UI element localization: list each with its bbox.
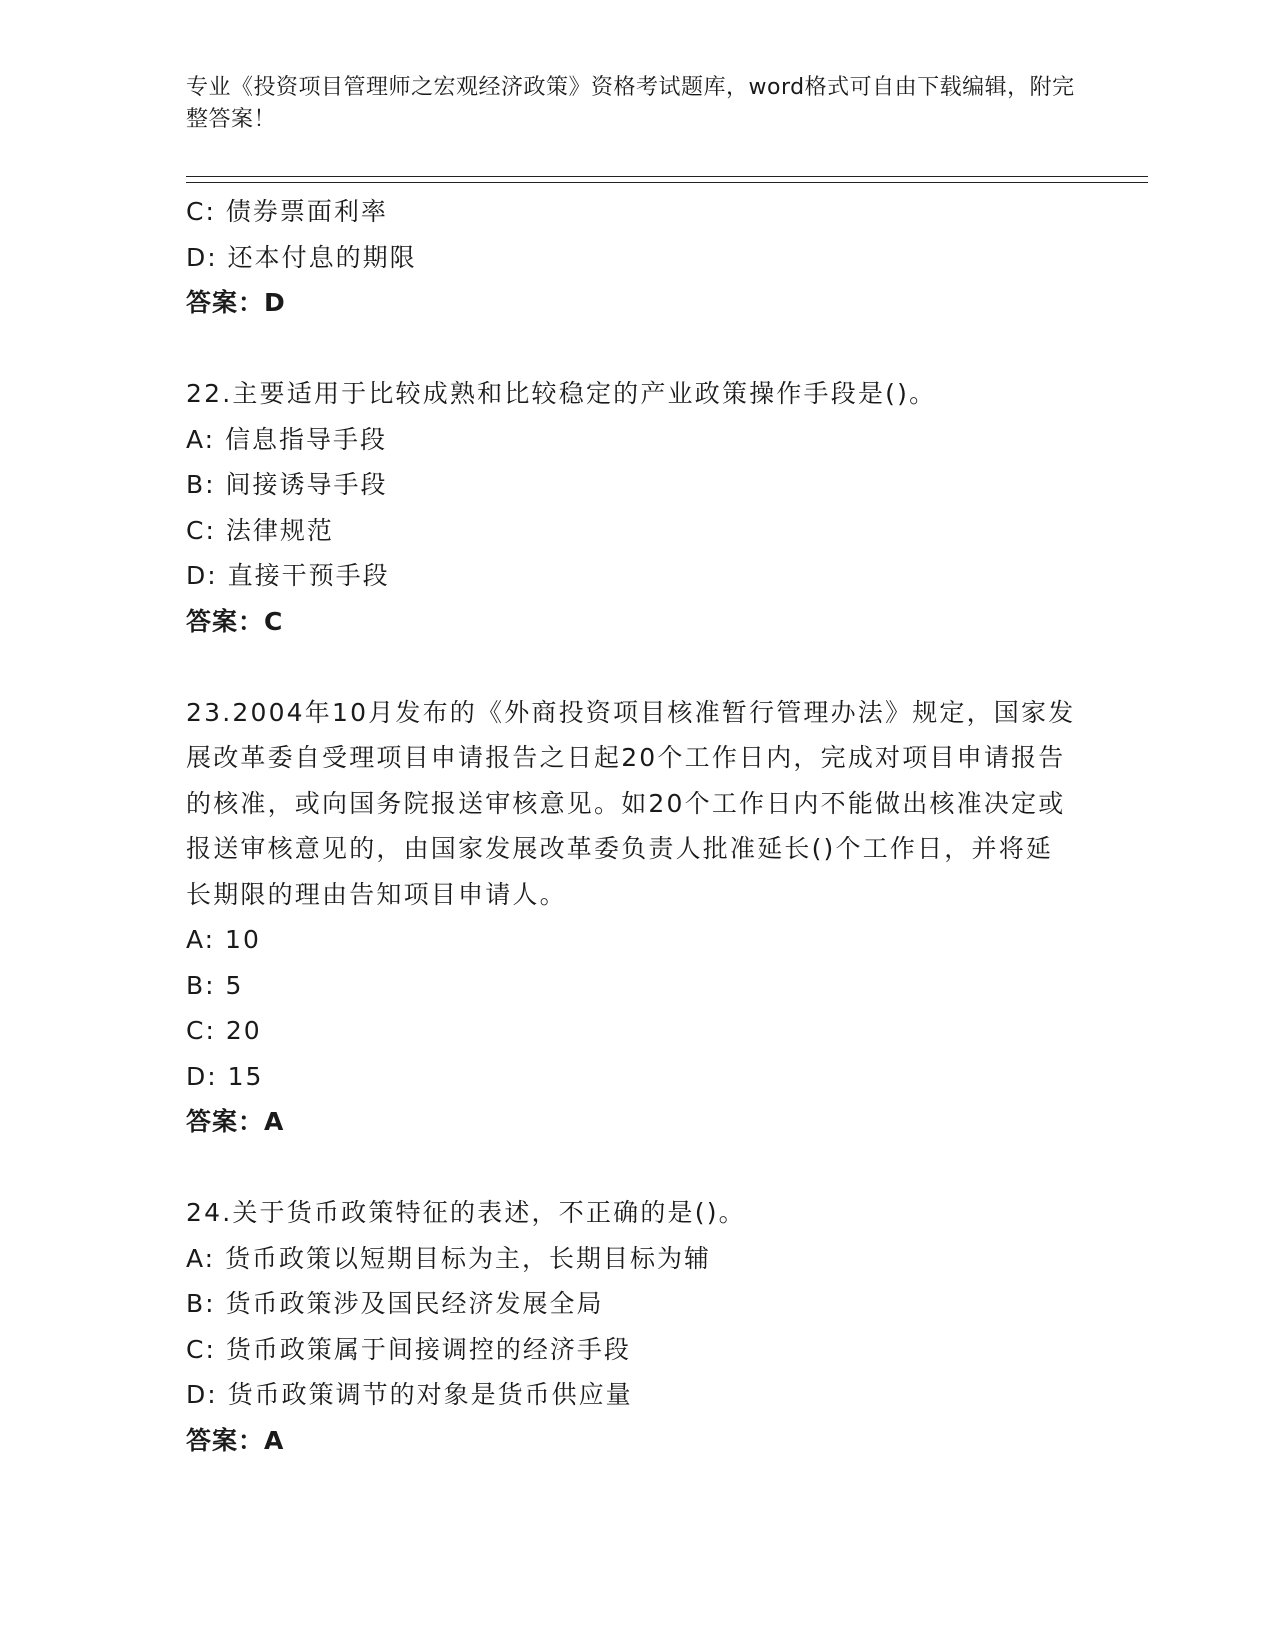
option-text: 直接干预手段 <box>227 561 390 590</box>
option-text: 信息指导手段 <box>225 424 388 454</box>
question-22 <box>186 371 1076 644</box>
option-a <box>186 1236 1076 1282</box>
option-text: 货币政策以短期目标为主，长期目标为辅 <box>225 1243 712 1273</box>
option-d <box>186 1372 1076 1418</box>
option-label: A: <box>186 424 216 454</box>
option-b <box>186 963 1076 1009</box>
option-label: C: <box>186 197 216 226</box>
question-number: 24. <box>186 1198 233 1227</box>
option-label: C: <box>186 1016 216 1045</box>
option-text: 货币政策调节的对象是货币供应量 <box>227 1380 633 1409</box>
option-c <box>186 1327 1076 1373</box>
header-divider-bottom <box>186 182 1148 183</box>
option-text: 债券票面利率 <box>225 197 388 226</box>
question-text: 关于货币政策特征的表述，不正确的是()。 <box>232 1198 746 1227</box>
question-24 <box>186 1190 1076 1463</box>
option-label: B: <box>186 1289 216 1318</box>
option-c <box>186 189 1076 235</box>
question-stem <box>186 1190 1076 1236</box>
option-label: D: <box>186 242 218 272</box>
option-text: 货币政策涉及国民经济发展全局 <box>225 1289 604 1318</box>
option-text: 10 <box>225 925 261 954</box>
question-text: 主要适用于比较成熟和比较稳定的产业政策操作手段是()。 <box>232 379 937 408</box>
option-text: 15 <box>227 1061 264 1091</box>
option-label: B: <box>186 970 216 1000</box>
spacer <box>186 1145 1076 1191</box>
option-a <box>186 417 1076 463</box>
option-d <box>186 1054 1076 1100</box>
question-23 <box>186 690 1076 1145</box>
answer-line: 答案：A <box>186 1107 285 1136</box>
option-label: D: <box>186 1061 218 1091</box>
option-label: C: <box>186 515 216 545</box>
option-text: 20 <box>225 1016 262 1045</box>
option-text: 货币政策属于间接调控的经济手段 <box>225 1334 631 1364</box>
spacer <box>186 644 1076 690</box>
option-d <box>186 553 1076 599</box>
option-label: D: <box>186 1380 218 1409</box>
answer-line: 答案：C <box>186 606 284 636</box>
option-c <box>186 508 1076 554</box>
option-label: B: <box>186 470 216 499</box>
option-text: 间接诱导手段 <box>225 470 388 499</box>
question-number: 22. <box>186 379 233 408</box>
option-c <box>186 1008 1076 1054</box>
answer-line: 答案：D <box>186 288 286 317</box>
option-label: D: <box>186 561 218 590</box>
document-header: 专业《投资项目管理师之宏观经济政策》资格考试题库，word格式可自由下载编辑，附完整答案！ <box>186 75 1075 132</box>
answer-line: 答案：A <box>186 1425 285 1455</box>
option-label: A: <box>186 1243 216 1273</box>
question-partial <box>186 189 1076 326</box>
option-text: 法律规范 <box>225 515 334 545</box>
question-stem <box>186 371 1076 417</box>
question-text: 2004年10月发布的《外商投资项目核准暂行管理办法》规定，国家发展改革委自受理项目申请报告之日起20个工作日内，完成对项目申请报告的核准，或向国务院报送审核意见。如20个工作日内不能做出核准决定或报送审核意见的，由国家发展改革委负责人批准延长()个工作日，并将延长期限的理由告知项目申请人。 <box>186 697 1076 909</box>
option-a <box>186 917 1076 963</box>
spacer <box>186 326 1076 372</box>
question-list <box>186 189 1076 1463</box>
option-b <box>186 462 1076 508</box>
question-stem <box>186 690 1076 918</box>
option-b <box>186 1281 1076 1327</box>
option-d <box>186 235 1076 281</box>
option-text: 还本付息的期限 <box>227 242 417 272</box>
option-label: A: <box>186 925 216 954</box>
header-divider-top <box>186 176 1148 177</box>
question-number: 23. <box>186 697 233 727</box>
option-text: 5 <box>225 970 244 1000</box>
option-label: C: <box>186 1334 216 1364</box>
